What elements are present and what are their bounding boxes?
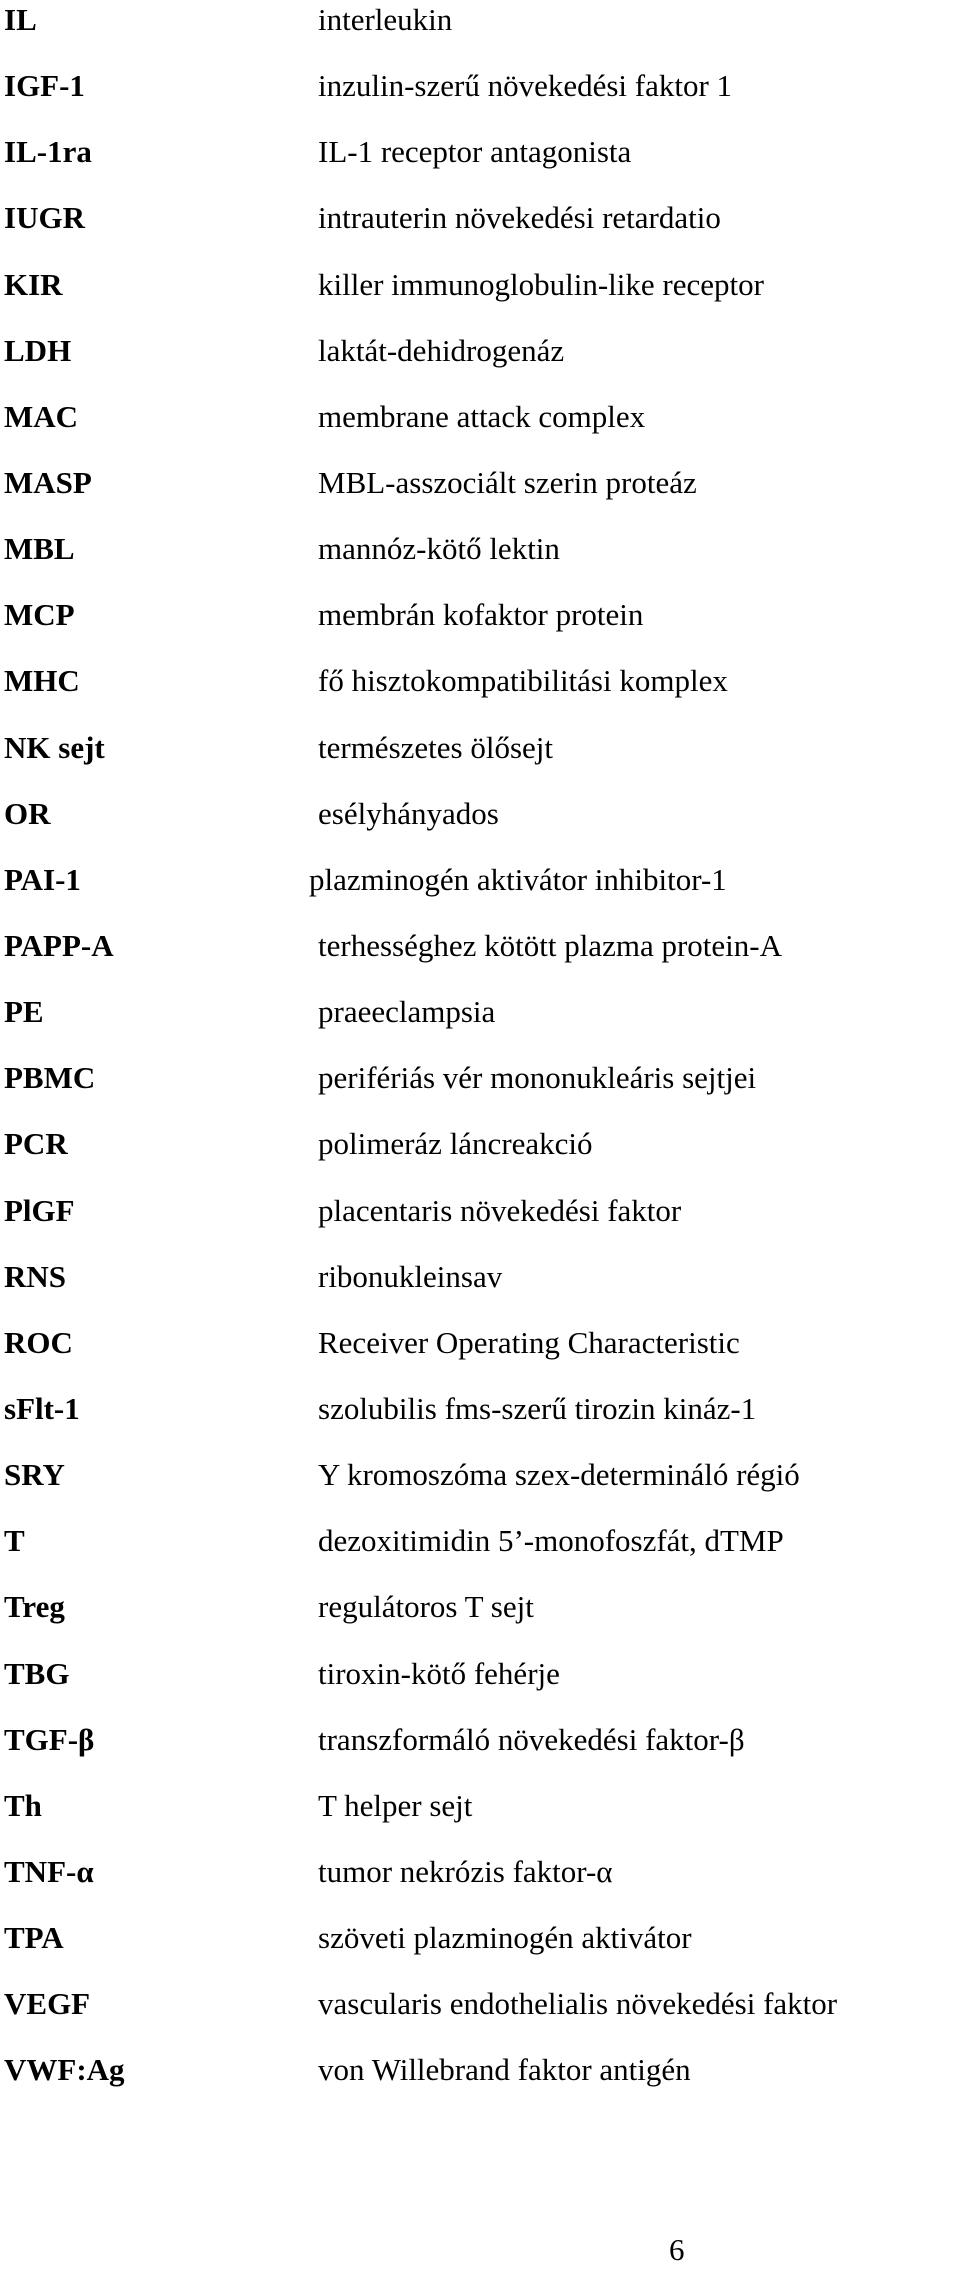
abbreviation-term: MAC (4, 398, 79, 434)
abbreviation-term: PAI-1 (4, 861, 81, 897)
abbreviation-row (0, 1389, 960, 1455)
abbreviation-definition: tiroxin-kötő fehérje (318, 1655, 560, 1691)
abbreviation-term: VWF:Ag (4, 2052, 125, 2088)
abbreviation-definition: inzulin-szerű növekedési faktor 1 (318, 68, 733, 104)
abbreviation-definition: IL-1 receptor antagonista (318, 134, 632, 170)
abbreviation-row (0, 265, 960, 331)
abbreviation-row (0, 1654, 960, 1720)
abbreviation-row (0, 661, 960, 727)
abbreviation-definition: tumor nekrózis faktor-α (318, 1853, 613, 1889)
abbreviation-row (0, 0, 960, 66)
abbreviation-term: LDH (4, 332, 72, 368)
abbreviation-term: PAPP-A (4, 927, 114, 963)
abbreviation-row (0, 860, 960, 926)
abbreviation-term: TNF-α (4, 1853, 94, 1889)
abbreviation-definition: fő hisztokompatibilitási komplex (318, 663, 728, 699)
abbreviation-row (0, 1852, 960, 1918)
abbreviation-definition: esélyhányados (318, 795, 499, 831)
abbreviation-definition: interleukin (318, 2, 453, 37)
abbreviation-term: IL (4, 2, 37, 37)
abbreviation-row (0, 1124, 960, 1190)
abbreviation-term: IUGR (4, 200, 85, 236)
abbreviation-definition: szolubilis fms-szerű tirozin kináz-1 (318, 1390, 757, 1426)
abbreviation-row (0, 1720, 960, 1786)
abbreviation-definition: természetes ölősejt (318, 729, 553, 765)
abbreviation-term: TPA (4, 1920, 64, 1956)
abbreviation-row (0, 1918, 960, 1984)
abbreviation-term: PE (4, 994, 44, 1030)
abbreviation-row (0, 728, 960, 794)
abbreviation-row (0, 66, 960, 132)
abbreviation-definition: membrán kofaktor protein (318, 597, 644, 633)
abbreviation-definition: perifériás vér mononukleáris sejtjei (318, 1060, 757, 1096)
abbreviation-definition: T helper sejt (318, 1787, 473, 1823)
abbreviation-term: PBMC (4, 1060, 96, 1096)
abbreviation-term: NK sejt (4, 729, 105, 765)
abbreviation-term: PCR (4, 1126, 68, 1162)
abbreviation-row (0, 1521, 960, 1587)
abbreviation-definition: placentaris növekedési faktor (318, 1192, 682, 1228)
abbreviation-definition: polimeráz láncreakció (318, 1126, 593, 1162)
abbreviation-definition: Receiver Operating Characteristic (318, 1324, 740, 1360)
abbreviation-term: sFlt-1 (4, 1390, 80, 1426)
abbreviation-definition: terhességhez kötött plazma protein-A (318, 927, 782, 963)
abbreviation-row (0, 2050, 960, 2116)
abbreviation-row (0, 1257, 960, 1323)
abbreviation-row (0, 1191, 960, 1257)
abbreviation-definition: regulátoros T sejt (318, 1589, 534, 1625)
abbreviation-term: MHC (4, 663, 80, 699)
abbreviation-term: TBG (4, 1655, 70, 1691)
abbreviation-row (0, 1587, 960, 1653)
abbreviation-row (0, 132, 960, 198)
abbreviation-row (0, 595, 960, 661)
abbreviation-row (0, 1058, 960, 1124)
abbreviation-term: MASP (4, 464, 92, 500)
abbreviation-row (0, 1455, 960, 1521)
abbreviation-row (0, 1984, 960, 2050)
abbreviation-row (0, 926, 960, 992)
abbreviation-row (0, 1323, 960, 1389)
abbreviation-definition: von Willebrand faktor antigén (318, 2052, 691, 2088)
abbreviation-row (0, 463, 960, 529)
abbreviation-definition: plazminogén aktivátor inhibitor-1 (309, 861, 727, 897)
abbreviation-term: RNS (4, 1258, 67, 1294)
abbreviation-term: MBL (4, 531, 75, 567)
abbreviation-definition: transzformáló növekedési faktor-β (318, 1721, 745, 1757)
abbreviation-term: SRY (4, 1457, 65, 1493)
abbreviation-definition: MBL-asszociált szerin proteáz (318, 464, 697, 500)
abbreviation-term: ROC (4, 1324, 73, 1360)
abbreviation-term: KIR (4, 266, 63, 302)
abbreviation-definition: szöveti plazminogén aktivátor (318, 1920, 692, 1956)
abbreviation-definition: dezoxitimidin 5’-monofoszfát, dTMP (318, 1523, 784, 1559)
abbreviation-row (0, 331, 960, 397)
abbreviation-definition: mannóz-kötő lektin (318, 531, 560, 567)
abbreviation-term: T (4, 1523, 25, 1559)
abbreviation-definition: laktát-dehidrogenáz (318, 332, 565, 368)
abbreviation-definition: vascularis endothelialis növekedési faktor (318, 1986, 838, 2022)
abbreviation-row (0, 529, 960, 595)
abbreviation-row (0, 397, 960, 463)
abbreviation-term: OR (4, 795, 51, 831)
abbreviation-term: TGF-β (4, 1721, 95, 1757)
abbreviation-term: PlGF (4, 1192, 75, 1228)
page-number: 6 (669, 2232, 685, 2267)
abbreviation-term: VEGF (4, 1986, 91, 2022)
abbreviation-definition: intrauterin növekedési retardatio (318, 200, 721, 236)
abbreviation-term: Treg (4, 1589, 65, 1625)
abbreviation-definition: ribonukleinsav (318, 1258, 503, 1294)
abbreviation-term: MCP (4, 597, 75, 633)
abbreviation-row (0, 198, 960, 264)
abbreviation-term: IGF-1 (4, 68, 85, 104)
abbreviation-definition: killer immunoglobulin-like receptor (318, 266, 764, 302)
abbreviation-definition: Y kromoszóma szex-determináló régió (318, 1457, 800, 1493)
abbreviation-row (0, 1786, 960, 1852)
abbreviation-definition: membrane attack complex (318, 398, 646, 434)
abbreviation-term: Th (4, 1787, 42, 1823)
abbreviation-row (0, 794, 960, 860)
abbreviation-term: IL-1ra (4, 134, 92, 170)
abbreviation-row (0, 992, 960, 1058)
abbreviation-definition: praeeclampsia (318, 994, 496, 1030)
